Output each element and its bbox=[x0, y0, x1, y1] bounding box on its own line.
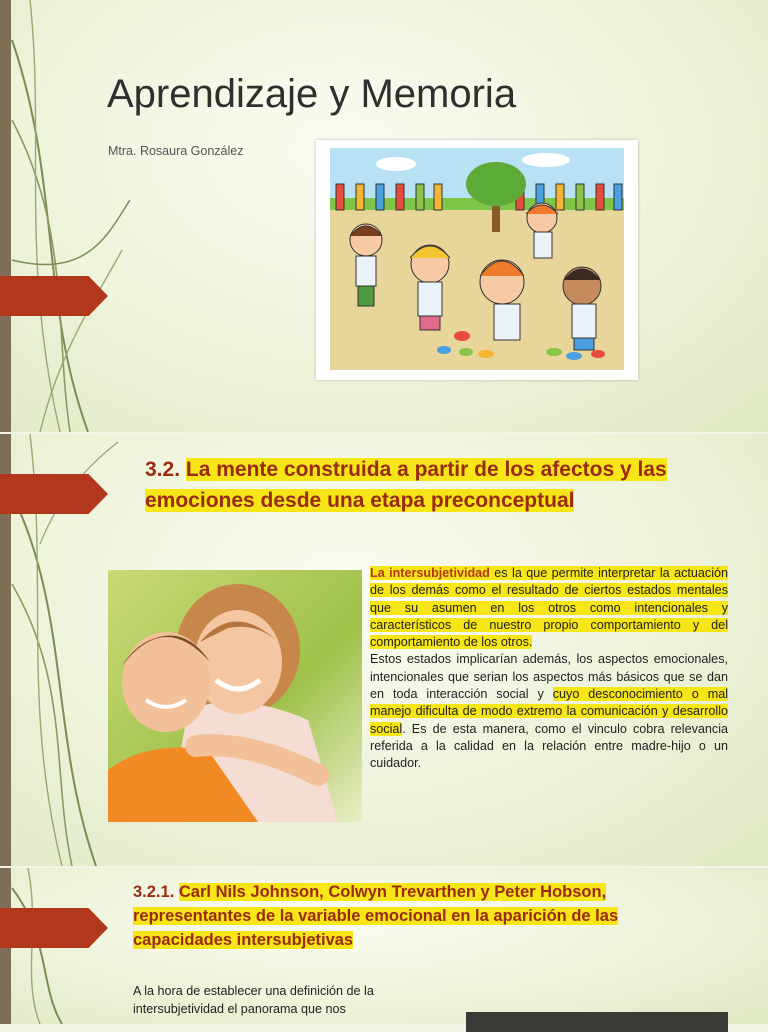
mother-child-photo bbox=[108, 570, 362, 822]
para-text-3: . Es de esta manera, como el vinculo cobra relevancia referida a la calidad en la relación entre madre-hijo o un cuidador. bbox=[370, 721, 728, 771]
para-highlight-1: es la que permite interpretar la actuación de los demás como el resultado de ciertos estados mentales que su asumen en los otros como intencionales y característicos de nuestro propio comportamiento y del comportamiento de los otros. bbox=[370, 566, 729, 650]
page-title: Aprendizaje y Memoria bbox=[107, 72, 517, 116]
accent-arrow bbox=[0, 276, 108, 316]
heading-number: 3.2.1. bbox=[133, 883, 175, 901]
term-highlight: La intersubjetividad bbox=[370, 566, 490, 580]
accent-arrow bbox=[0, 908, 108, 948]
decorative-strands bbox=[0, 0, 140, 432]
para-text-2: Estos estados implicarían además, los aspectos emocionales, intencionales que serian los aspectos más básicos que se dan en toda interacción social y bbox=[370, 652, 728, 702]
partial-image bbox=[466, 1012, 728, 1032]
definition-paragraph: A la hora de establecer una definición de la intersubjetividad el panorama que nos bbox=[133, 984, 374, 1016]
intersubjectivity-paragraph bbox=[370, 565, 728, 773]
author-name: Mtra. Rosaura González bbox=[108, 144, 244, 158]
para-highlight-2: cuyo desconocimiento o mal manejo dificulta de modo extremo la comunicación y desarrollo social bbox=[370, 687, 728, 736]
section-heading-3-2-1 bbox=[133, 880, 713, 952]
heading-text: Carl Nils Johnson, Colwyn Trevarthen y Peter Hobson, representantes de la variable emocional en la aparición de las capacidades intersubjetivas bbox=[133, 883, 619, 949]
heading-text: La mente construida a partir de los afectos y las emociones desde una etapa preconceptual bbox=[145, 458, 667, 512]
accent-arrow bbox=[0, 474, 108, 514]
section-heading-3-2 bbox=[145, 454, 705, 516]
heading-number: 3.2. bbox=[145, 458, 181, 481]
kids-illustration bbox=[316, 140, 638, 380]
